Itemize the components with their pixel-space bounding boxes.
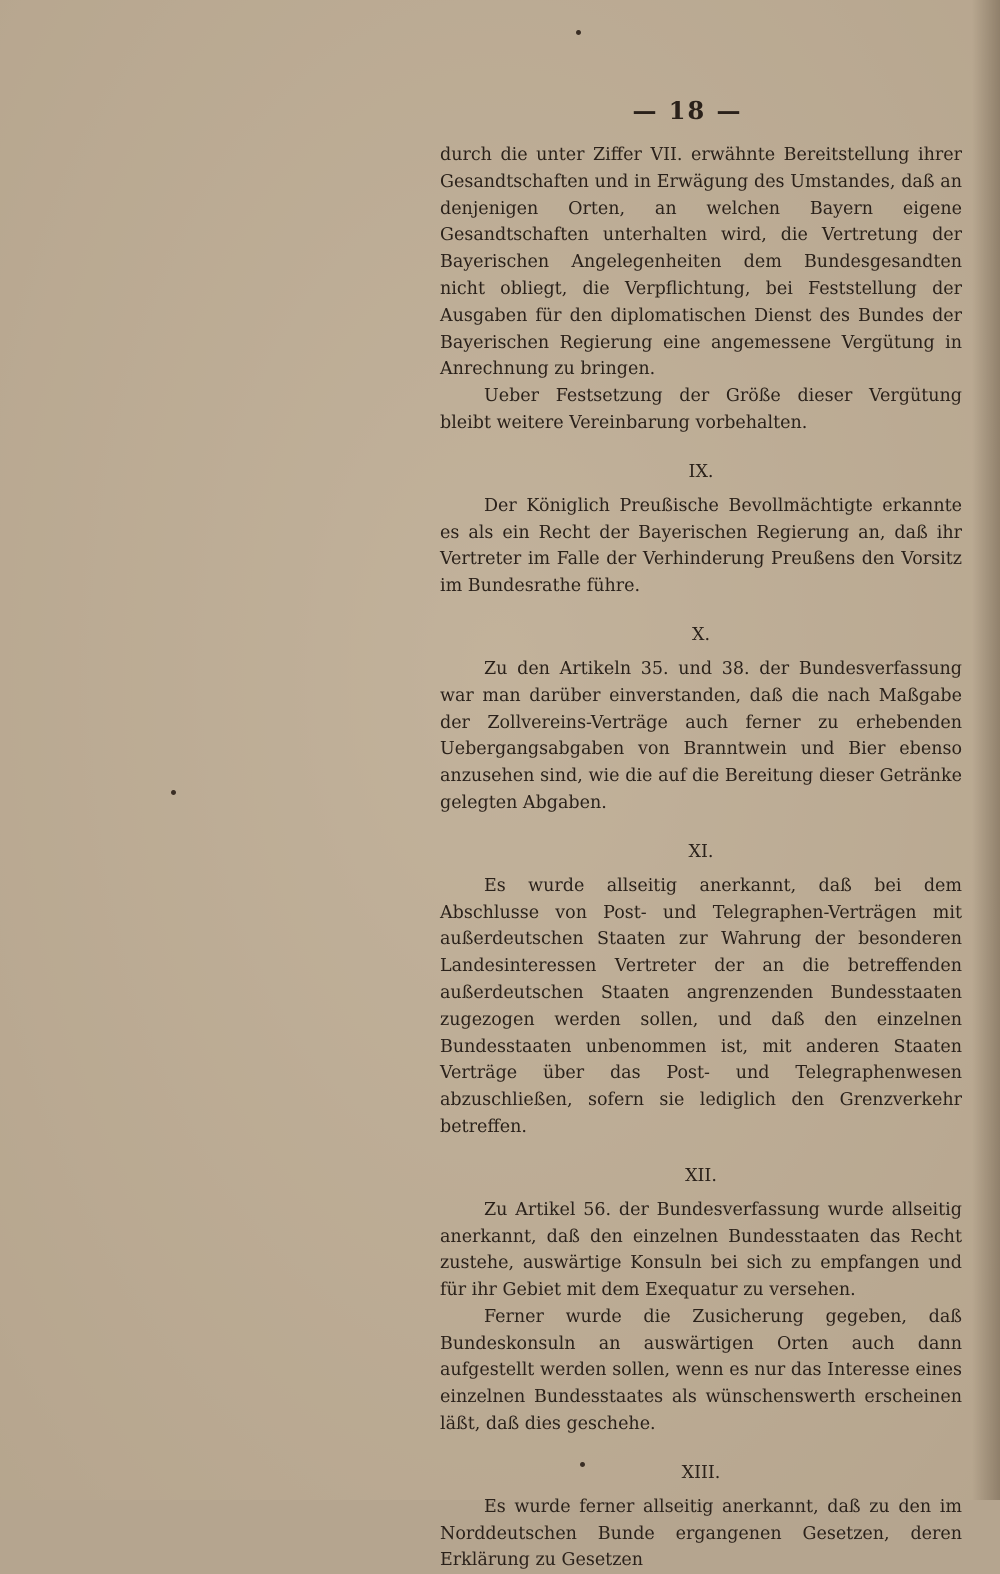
- paragraph: Zu den Artikeln 35. und 38. der Bundesverfassung war man darüber einverstanden, daß die nach Maßgabe der Zollvereins-Verträge auch ferner zu erhebenden Uebergangsabgaben von Branntwein und Bier ebenso anzusehen sind, wie die auf die Bereitung dieser Getränke gelegten Abgaben.: [440, 658, 962, 813]
- document-body: [440, 142, 962, 1574]
- section-heading: XI.: [688, 841, 714, 862]
- section-heading: IX.: [688, 461, 714, 482]
- section-heading: XIII.: [681, 1462, 721, 1483]
- paragraph: durch die unter Ziffer VII. erwähnte Bereitstellung ihrer Gesandtschaften und in Erwägung des Umstandes, daß an denjenigen Orten, an welchen Bayern eigene Gesandtschaften unterhalten wird, die Vertretung der Bayerischen Angelegenheiten dem Bundesgesandten nicht obliegt, die Verpflichtung, bei Feststellung der Ausgaben für den diplomatischen Dienst des Bundes der Bayerischen Regierung eine angemessene Vergütung in Anrechnung zu bringen.: [440, 145, 962, 380]
- page-edge-shadow: [972, 0, 1000, 1500]
- page-number: — 18 —: [632, 96, 743, 125]
- paragraph: Es wurde allseitig anerkannt, daß bei dem Abschlusse von Post- und Telegraphen-Verträgen mit außerdeutschen Staaten zur Wahrung der besonderen Landesinteressen Vertreter der an die betreffenden außerdeutschen Staaten angrenzenden Bundesstaaten zugezogen werden sollen, und daß den einzelnen Bundesstaaten unbenommen ist, mit anderen Staaten Verträge über das Post- und Telegraphenwesen abzuschließen, sofern sie lediglich den Grenzverkehr betreffen.: [440, 875, 962, 1137]
- section-xii: [440, 1163, 962, 1438]
- paragraph: Es wurde ferner allseitig anerkannt, daß zu den im Norddeutschen Bunde ergangenen Gesetzen, deren Erklärung zu Gesetzen: [440, 1496, 962, 1571]
- section-x: [440, 622, 962, 817]
- section-heading: X.: [691, 624, 711, 645]
- section-heading: XII.: [685, 1165, 717, 1186]
- paragraph: Zu Artikel 56. der Bundesverfassung wurde allseitig anerkannt, daß den einzelnen Bundesstaaten das Recht zustehe, auswärtige Konsuln bei sich zu empfangen und für ihr Gebiet mit dem Exequatur zu versehen.: [440, 1199, 962, 1301]
- section-xi: [440, 839, 962, 1141]
- print-speck: [171, 790, 176, 795]
- paragraph: Ferner wurde die Zusicherung gegeben, daß Bundeskonsuln an auswärtigen Orten auch dann aufgestellt werden sollen, wenn es nur das Interesse eines einzelnen Bundesstaates als wünschenswerth erscheinen läßt, daß dies geschehe.: [440, 1306, 962, 1435]
- paragraph: Der Königlich Preußische Bevollmächtigte erkannte es als ein Recht der Bayerischen Regierung an, daß ihr Vertreter im Falle der Verhinderung Preußens den Vorsitz im Bundesrathe führe.: [440, 495, 962, 597]
- section-xiii: [440, 1460, 962, 1574]
- paragraph: Ueber Festsetzung der Größe dieser Vergütung bleibt weitere Vereinbarung vorbehalten.: [440, 386, 962, 433]
- print-speck: [576, 30, 581, 35]
- section-ix: [440, 459, 962, 600]
